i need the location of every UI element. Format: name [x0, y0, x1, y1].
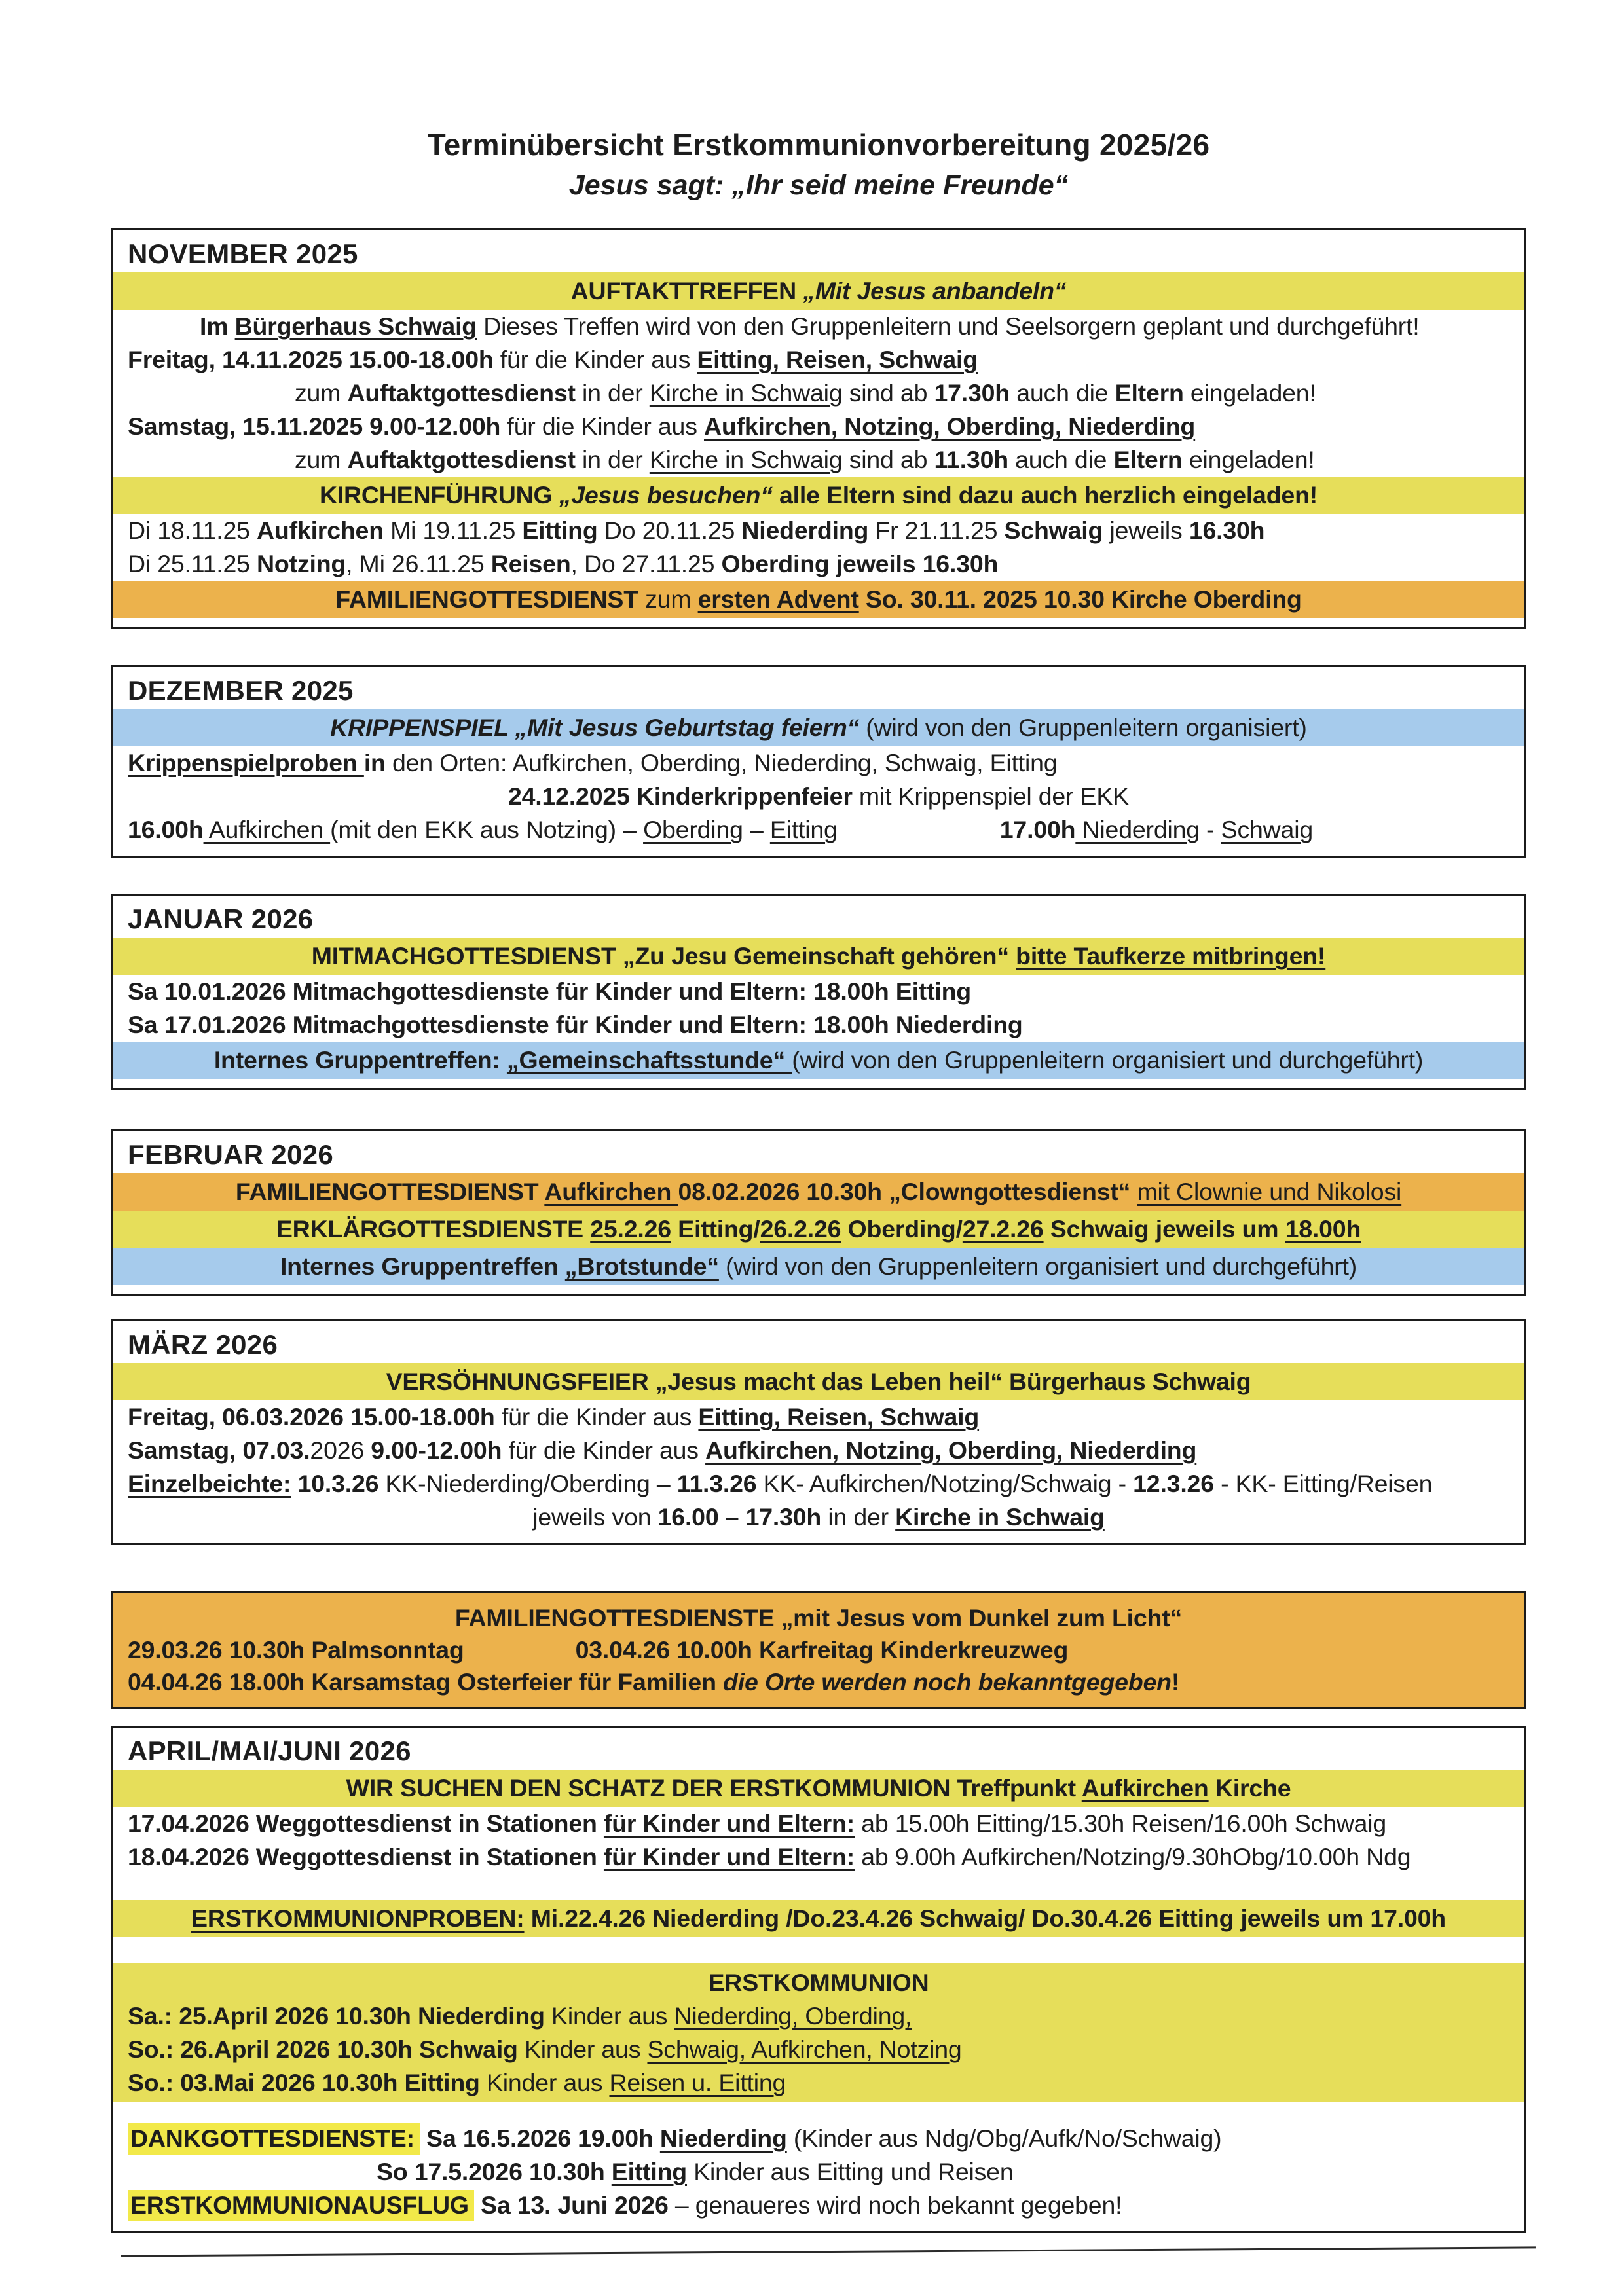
- text-run: bitte Taufkerze mitbringen!: [1016, 942, 1326, 970]
- row-dankgottesdienst-so17: [128, 2155, 1509, 2189]
- text-run: jeweils 16.30h: [829, 550, 999, 577]
- text-run: KK- Aufkirchen/Notzing/Schwaig -: [756, 1470, 1134, 1497]
- text-run: „Mit Jesus anbandeln“: [803, 277, 1067, 304]
- text-run: Kirche: [1208, 1774, 1291, 1802]
- text-run: (wird von den Gruppenleitern organisiert): [859, 714, 1307, 741]
- text-run: - KK- Eitting/Reisen: [1213, 1470, 1433, 1497]
- text-run: Notzing: [257, 550, 346, 577]
- text-run: 25.2.26: [590, 1215, 671, 1243]
- text-run: 17.00h: [999, 816, 1076, 843]
- text-run: in: [363, 749, 386, 776]
- row-erstkommunion-so03: [128, 2066, 1509, 2100]
- row-dankgottesdienste: [128, 2122, 1509, 2155]
- text-run: , Do 27.11.25: [570, 550, 722, 577]
- text-run: Reisen u. Eitting: [609, 2069, 786, 2096]
- text-run: [474, 2191, 481, 2219]
- termin-karfreitag: [576, 1634, 1069, 1666]
- text-run: Freitag, 06.03.2026 15.00-18.00h: [128, 1403, 495, 1430]
- text-run: Eitting, Reisen, Schwaig: [697, 346, 978, 373]
- text-run: 11.30h: [934, 446, 1008, 473]
- text-run: Schwaig: [1221, 816, 1313, 843]
- text-run: Schwaig, Aufkirchen, Notzing: [647, 2035, 962, 2063]
- text-run: für die Kinder aus: [502, 1436, 706, 1464]
- text-run: Sa.: 25.April 2026 10.30h Niederding: [128, 2002, 545, 2030]
- section-dezember: [111, 665, 1526, 858]
- text-run: den Orten: Aufkirchen, Oberding, Niederding, Schwaig, Eitting: [385, 749, 1058, 776]
- section-november: [111, 228, 1526, 629]
- text-run: KK-Niederding/Oberding –: [378, 1470, 677, 1497]
- banner-auftakttreffen: [113, 272, 1524, 310]
- text-run: ab 15.00h Eitting/15.30h Reisen/16.00h Schwaig: [855, 1810, 1387, 1837]
- text-run: Aufkirchen: [257, 517, 384, 544]
- text-run: 10.3.26: [297, 1470, 379, 1497]
- text-run: Eitting, Reisen, Schwaig: [698, 1403, 980, 1430]
- row-samstag-0703: [128, 1434, 1509, 1467]
- row-erstkommunionausflug: [128, 2189, 1509, 2222]
- banner-krippenspiel: [113, 709, 1524, 746]
- row-mitmach-sa10: [128, 975, 1509, 1008]
- section-familiengottesdienste: [111, 1591, 1526, 1709]
- text-run: 29.03.26 10.30h Palmsonntag: [128, 1636, 464, 1664]
- row-kirchenfuehrung-woche2: [128, 547, 1509, 581]
- text-run: Eitting: [769, 816, 838, 843]
- banner-kirchenfuehrung: [113, 477, 1524, 514]
- banner-mitmachgottesdienst: [113, 938, 1524, 975]
- text-run: für Kinder und Eltern:: [603, 1843, 855, 1870]
- month-header-dezember: DEZEMBER 2025: [128, 675, 354, 706]
- block-title-erstkommunion: [128, 1966, 1509, 1999]
- text-run: 16.00h: [128, 816, 204, 843]
- row-einzelbeichte: [128, 1467, 1509, 1501]
- row-freitag-0603: [128, 1400, 1509, 1434]
- row-krippenspielproben: [128, 746, 1509, 780]
- text-run: !: [1171, 1668, 1180, 1696]
- banner-familiengottesdienste: [128, 1602, 1509, 1634]
- text-run: Kinder aus: [479, 2069, 610, 2096]
- text-run: eingeladen!: [1182, 446, 1315, 473]
- text-run: Kirche in Schwaig: [649, 446, 843, 473]
- text-run: Aufkirchen: [1081, 1774, 1209, 1802]
- text-run: KRIPPENSPIEL: [330, 714, 515, 741]
- banner-internes-gruppentreffen-jan: [113, 1042, 1524, 1079]
- text-run: (mit den EKK aus Notzing) –: [330, 816, 644, 843]
- text-run: ERSTKOMMUNION: [708, 1969, 929, 1996]
- text-run: zum: [295, 379, 348, 407]
- text-run: 03.04.26 10.00h Karfreitag Kinderkreuzweg: [575, 1636, 1069, 1664]
- text-run: FAMILIENGOTTESDIENST: [335, 585, 638, 613]
- spacer: [128, 1937, 1509, 1963]
- text-run: 9.00-12.00h: [371, 1436, 502, 1464]
- text-run: Niederding, Oberding,: [674, 2002, 912, 2030]
- text-run: Aufkirchen: [544, 1178, 678, 1205]
- text-run: ERSTKOMMUNIONAUSFLUG: [128, 2190, 474, 2221]
- month-header-april: APRIL/MAI/JUNI 2026: [128, 1736, 411, 1766]
- text-run: auch die: [1008, 446, 1114, 473]
- text-run: Schwaig jeweils um: [1043, 1215, 1285, 1243]
- text-run: 16.30h: [1189, 517, 1265, 544]
- text-run: Sa 17.01.2026 Mitmachgottesdienste für Kinder und Eltern: 18.00h Niederding: [128, 1011, 1023, 1038]
- text-run: So. 30.11. 2025 10.30 Kirche Oberding: [858, 585, 1302, 613]
- text-run: Mi 19.11.25: [383, 517, 523, 544]
- text-run: 17.04.2026 Weggottesdienst in Stationen: [128, 1810, 604, 1837]
- text-run: 17.30h: [934, 379, 1010, 407]
- row-palmsonntag-karfreitag: [128, 1634, 1509, 1666]
- text-run: Oberding/: [841, 1215, 963, 1243]
- text-run: Sa 13. Juni 2026: [481, 2191, 669, 2219]
- text-run: [716, 1668, 723, 1696]
- text-run: Samstag, 07.03.: [128, 1436, 310, 1464]
- text-run: Kinder aus: [544, 2002, 674, 2030]
- text-run: Internes Gruppentreffen:: [213, 1046, 507, 1074]
- text-run: Sa 10.01.2026 Mitmachgottesdienste für Kinder und Eltern: 18.00h Eitting: [128, 977, 972, 1005]
- row-erstkommunion-so26: [128, 2033, 1509, 2066]
- text-run: zum: [638, 585, 698, 613]
- text-run: zum: [295, 446, 348, 473]
- text-run: Eltern: [1115, 379, 1184, 407]
- banner-internes-gruppentreffen-feb: [113, 1248, 1524, 1285]
- text-run: – genaueres wird noch bekannt gegeben!: [668, 2191, 1122, 2219]
- text-run: 16.00 – 17.30h: [657, 1503, 822, 1531]
- row-auftaktgottesdienst-1: [128, 376, 1509, 410]
- text-run: (wird von den Gruppenleitern organisiert und durchgeführt): [792, 1046, 1424, 1074]
- text-run: KIRCHENFÜHRUNG: [319, 481, 559, 509]
- row-krippenfeier-zeiten: [128, 813, 1509, 847]
- text-run: Internes Gruppentreffen: [280, 1252, 565, 1280]
- text-run: Auftaktgottesdienst: [347, 446, 576, 473]
- text-run: „Clowngottesdienst“: [889, 1178, 1137, 1205]
- banner-erklaergottesdienste: [113, 1211, 1524, 1248]
- text-run: Kinder aus: [517, 2035, 648, 2063]
- text-run: „Brotstunde“: [564, 1252, 719, 1280]
- row-freitag-1411: [128, 343, 1509, 376]
- row-weggottesdienst-1804: [128, 1840, 1509, 1874]
- text-run: VERSÖHNUNGSFEIER „Jesus macht das Leben heil“ Bürgerhaus Schwaig: [386, 1368, 1251, 1395]
- row-weggottesdienst-1704: [128, 1807, 1509, 1840]
- text-run: 04.04.26 18.00h Karsamstag Osterfeier für Familien: [128, 1668, 716, 1696]
- section-april-mai-juni: [111, 1726, 1526, 2233]
- banner-versoehnungsfeier: [113, 1363, 1524, 1400]
- banner-familiengottesdienst-clown: [113, 1173, 1524, 1211]
- text-run: WIR SUCHEN DEN SCHATZ DER ERSTKOMMUNION Treffpunkt: [346, 1774, 1082, 1802]
- text-run: mit Clownie und Nikolosi: [1137, 1178, 1402, 1205]
- banner-erstkommunionproben: [113, 1900, 1524, 1937]
- text-run: 18.00h: [1285, 1215, 1361, 1243]
- text-run: Aufkirchen, Notzing, Oberding, Niederding: [705, 1436, 1197, 1464]
- text-run: ERSTKOMMUNIONPROBEN:: [191, 1904, 525, 1932]
- section-januar: [111, 894, 1526, 1090]
- block-erstkommunion: [113, 1963, 1524, 2102]
- section-februar: [111, 1129, 1526, 1296]
- row-erstkommunion-sa25: [128, 1999, 1509, 2033]
- text-run: Do 20.11.25: [597, 517, 742, 544]
- text-run: ersten Advent: [697, 585, 859, 613]
- text-run: Oberding: [721, 550, 830, 577]
- text-run: Bürgerhaus Schwaig: [234, 312, 477, 340]
- month-header-februar: FEBRUAR 2026: [128, 1139, 334, 1170]
- scan-artifact-line: [121, 2246, 1536, 2257]
- row-mitmach-sa17: [128, 1008, 1509, 1042]
- text-run: „Mit Jesus Geburtstag feiern“: [515, 714, 860, 741]
- krippenfeier-zeit-1600: [128, 813, 838, 847]
- text-run: „Jesus besuchen“: [559, 481, 773, 509]
- spacer: [128, 2102, 1509, 2122]
- text-run: So.: 26.April 2026 10.30h Schwaig: [128, 2035, 518, 2063]
- text-run: 27.2.26: [962, 1215, 1044, 1243]
- row-samstag-1511: [128, 410, 1509, 443]
- termin-palmsonntag: [128, 1634, 464, 1666]
- text-run: Fr 21.11.25: [868, 517, 1005, 544]
- row-karsamstag: [128, 1666, 1509, 1698]
- krippenfeier-zeit-1700: [1000, 813, 1313, 847]
- row-kirchenfuehrung-woche1: [128, 514, 1509, 547]
- text-run: „Gemeinschaftsstunde“: [506, 1046, 792, 1074]
- text-run: 11.3.26: [676, 1470, 757, 1497]
- month-header-maerz: MÄRZ 2026: [128, 1329, 278, 1360]
- text-run: 12.3.26: [1133, 1470, 1214, 1497]
- text-run: Samstag, 15.11.2025 9.00-12.00h: [128, 412, 501, 440]
- text-run: für die Kinder aus: [493, 346, 697, 373]
- text-run: Kinder aus Eitting und Reisen: [687, 2158, 1014, 2185]
- row-auftaktgottesdienst-2: [128, 443, 1509, 477]
- text-run: –: [743, 816, 770, 843]
- text-run: ERKLÄRGOTTESDIENSTE: [276, 1215, 591, 1243]
- month-header-november: NOVEMBER 2025: [128, 238, 358, 269]
- text-run: Eitting: [611, 2158, 688, 2185]
- text-run: FAMILIENGOTTESDIENSTE „mit Jesus vom Dunkel zum Licht“: [454, 1604, 1183, 1631]
- text-run: Niederding: [1075, 816, 1200, 843]
- text-run: So 17.5.2026 10.30h: [377, 2158, 612, 2185]
- text-run: (wird von den Gruppenleitern organisiert und durchgeführt): [718, 1252, 1357, 1280]
- text-run: Niederding: [741, 517, 869, 544]
- banner-schatz-der-erstkommunion: [113, 1770, 1524, 1807]
- text-run: mit Krippenspiel der EKK: [852, 782, 1129, 810]
- text-run: in der: [821, 1503, 896, 1531]
- text-run: auch die: [1010, 379, 1115, 407]
- text-run: MITMACHGOTTESDIENST „Zu Jesu Gemeinschaft gehören“: [311, 942, 1016, 970]
- text-run: jeweils: [1103, 517, 1189, 544]
- text-run: Aufkirchen, Notzing, Oberding, Niederding: [703, 412, 1196, 440]
- text-run: Schwaig: [1004, 517, 1103, 544]
- text-run: jeweils von: [532, 1503, 658, 1531]
- row-buergerhaus: [128, 310, 1509, 343]
- text-run: Eitting: [522, 517, 598, 544]
- text-run: 24.12.2025 Kinderkrippenfeier: [508, 782, 853, 810]
- text-run: AUFTAKTTREFFEN: [570, 277, 803, 304]
- text-run: Freitag, 14.11.2025 15.00-18.00h: [128, 346, 494, 373]
- banner-familiengottesdienst-advent: [113, 581, 1524, 618]
- text-run: Oberding: [643, 816, 743, 843]
- text-run: Einzelbeichte:: [128, 1470, 291, 1497]
- text-run: in der: [575, 379, 650, 407]
- text-run: 18.04.2026 Weggottesdienst in Stationen: [128, 1843, 604, 1870]
- text-run: (Kinder aus Ndg/Obg/Aufk/No/Schwaig): [786, 2124, 1222, 2152]
- text-run: 08.02.2026 10.30h: [678, 1178, 889, 1205]
- text-run: [291, 1470, 297, 1497]
- text-run: Eitting/: [671, 1215, 760, 1243]
- text-run: in der: [575, 446, 650, 473]
- text-run: die Orte werden noch bekanntgegeben: [723, 1668, 1172, 1696]
- text-run: für Kinder und Eltern:: [603, 1810, 855, 1837]
- text-run: Im: [200, 312, 235, 340]
- text-run: , Mi 26.11.25: [346, 550, 491, 577]
- text-run: Krippenspielproben: [128, 749, 364, 776]
- text-run: eingeladen!: [1183, 379, 1316, 407]
- text-run: 2026: [310, 1436, 371, 1464]
- text-run: FAMILIENGOTTESDIENST: [235, 1178, 545, 1205]
- text-run: Dieses Treffen wird von den Gruppenleitern und Seelsorgern geplant und durchgeführt!: [477, 312, 1420, 340]
- text-run: Mi.22.4.26 Niederding /Do.23.4.26 Schwaig/ Do.30.4.26 Eitting jeweils um 17.00h: [524, 1904, 1446, 1932]
- text-run: Kirche in Schwaig: [649, 379, 843, 407]
- month-header-januar: JANUAR 2026: [128, 903, 314, 934]
- text-run: 26.2.26: [760, 1215, 841, 1243]
- row-kinderkrippenfeier: [128, 780, 1509, 813]
- spacer: [128, 1874, 1509, 1900]
- text-run: -: [1199, 816, 1221, 843]
- section-maerz: [111, 1319, 1526, 1545]
- text-run: Sa 16.5.2026 19.00h: [419, 2124, 660, 2152]
- row-beichte-zeiten: [128, 1501, 1509, 1534]
- text-run: alle Eltern sind dazu auch herzlich eingeladen!: [772, 481, 1318, 509]
- page-title: Terminübersicht Erstkommunionvorbereitung 2025/26: [427, 128, 1210, 162]
- text-run: Eltern: [1113, 446, 1183, 473]
- text-run: Reisen: [490, 550, 571, 577]
- text-run: sind ab: [842, 379, 934, 407]
- text-run: Auftaktgottesdienst: [347, 379, 576, 407]
- text-run: Di 25.11.25: [128, 550, 257, 577]
- text-run: So.: 03.Mai 2026 10.30h Eitting: [128, 2069, 480, 2096]
- text-run: DANKGOTTESDIENSTE:: [128, 2123, 420, 2155]
- text-run: Di 18.11.25: [128, 517, 257, 544]
- text-run: ab 9.00h Aufkirchen/Notzing/9.30hObg/10.00h Ndg: [855, 1843, 1411, 1870]
- text-run: Kirche in Schwaig: [895, 1503, 1105, 1531]
- text-run: sind ab: [842, 446, 934, 473]
- text-run: Aufkirchen: [203, 816, 331, 843]
- page-subtitle: Jesus sagt: „Ihr seid meine Freunde“: [568, 170, 1069, 201]
- text-run: für die Kinder aus: [500, 412, 704, 440]
- text-run: für die Kinder aus: [494, 1403, 699, 1430]
- text-run: Niederding: [659, 2124, 787, 2152]
